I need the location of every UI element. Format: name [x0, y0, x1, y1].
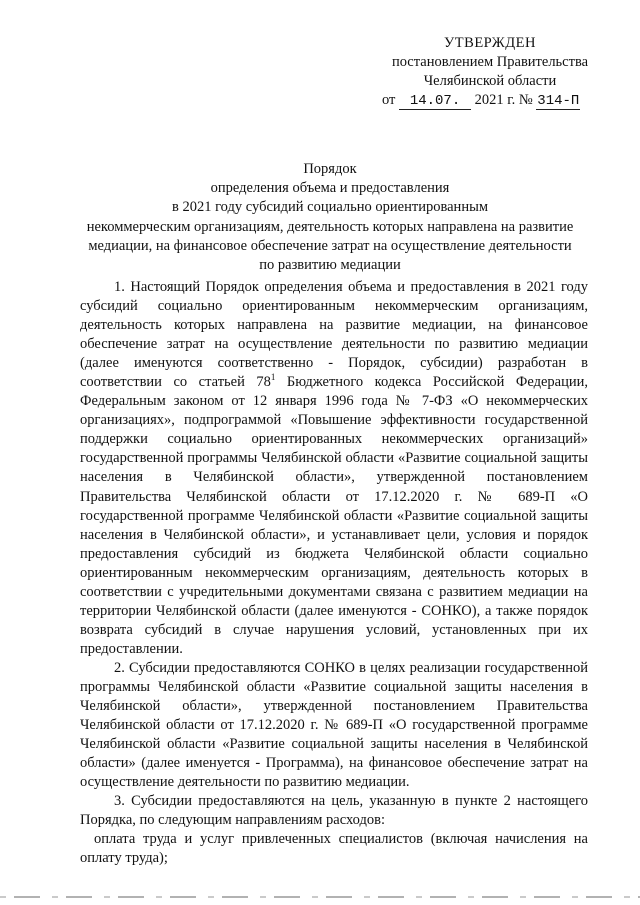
paragraph-3: 3. Субсидии предоставляются на цель, указанную в пункте 2 настоящего Порядка, по следующим направлениям расходов: — [80, 793, 588, 829]
title-line-1: Порядок — [303, 161, 357, 177]
scan-artifact-line — [0, 896, 640, 898]
approval-issuer: постановлением Правительства — [391, 54, 589, 70]
paragraph-1-part-a: 1. Настоящий Порядок определения объема и предоставления в 2021 году субсидий социально ориентированным некоммерческим организациям, деятельность которых направлена на развитие медиации, на финансовое обеспечение затрат на осуществление деятельности по развитию медиации (далее именуются соответственно - Порядок, субсидии) разработан в соответствии со статьей 78 — [80, 279, 588, 391]
title-line-6: по развитию медиации — [259, 257, 401, 274]
paragraph-1-part-b: Бюджетного кодекса Российской Федерации, Федеральным законом от 12 января 1996 года № 7-ФЗ «О некоммерческих организациях», подпрограммой «Повышение эффективности государственной поддержки социально ориентированных некоммерческих организаций» государственной программы Челябинской области «Развитие социальной защиты населения в Челябинской области», утвержденной постановлением Правительства Челябинской области от 17.12.2020 г. № 689-П «О государственной программе Челябинской области «Развитие социальной защиты населения в Челябинской области», и устанавливает цели, условия и порядок предоставления субсидий из бюджета Челябинской области социально ориентированным некоммерческим организациям, деятельность которых в соответствии с учредительными документами связана с развитием медиации на территории Челябинской области (далее именуются - СОНКО), а также порядок возврата субсидий в случае нарушения условий, установленных при их предоставлении. — [80, 374, 588, 657]
paragraph-4: оплата труда и услуг привлеченных специалистов (включая начисления на оплату труда); — [80, 831, 588, 867]
approval-from-label: от — [382, 92, 396, 108]
approval-date-line — [360, 91, 620, 110]
approval-number: 314-П — [537, 93, 580, 109]
title-line-2: определения объема и предоставления — [210, 180, 450, 197]
title-line-3: в 2021 году субсидий социально ориентированным — [172, 199, 488, 216]
document-title — [70, 160, 590, 275]
article-superscript: 1 — [270, 372, 276, 383]
approval-region: Челябинской области — [423, 73, 557, 89]
title-line-5: медиации, на финансовое обеспечение затрат на осуществление деятельности — [88, 237, 572, 254]
approval-heading: УТВЕРЖДЕН — [444, 35, 536, 51]
approval-date: 14.07. — [399, 93, 471, 110]
approval-stamp-block — [360, 34, 620, 110]
document-body — [80, 278, 588, 868]
paragraph-1 — [80, 278, 588, 659]
title-line-4: некоммерческим организациям, деятельность которых направлена на развитие — [86, 218, 574, 235]
paragraph-2: 2. Субсидии предоставляются СОНКО в целях реализации государственной программы Челябинской области «Развитие социальной защиты населения в Челябинской области», утвержденной постановлением Правительства Челябинской области от 17.12.2020 г. № 689-П «О государственной программе Челябинской области «Развитие социальной защиты населения в Челябинской области» (далее именуется - Программа), на финансовое обеспечение затрат на осуществление деятельности по развитию медиации. — [80, 659, 588, 791]
approval-year: 2021 г. № — [474, 92, 533, 108]
